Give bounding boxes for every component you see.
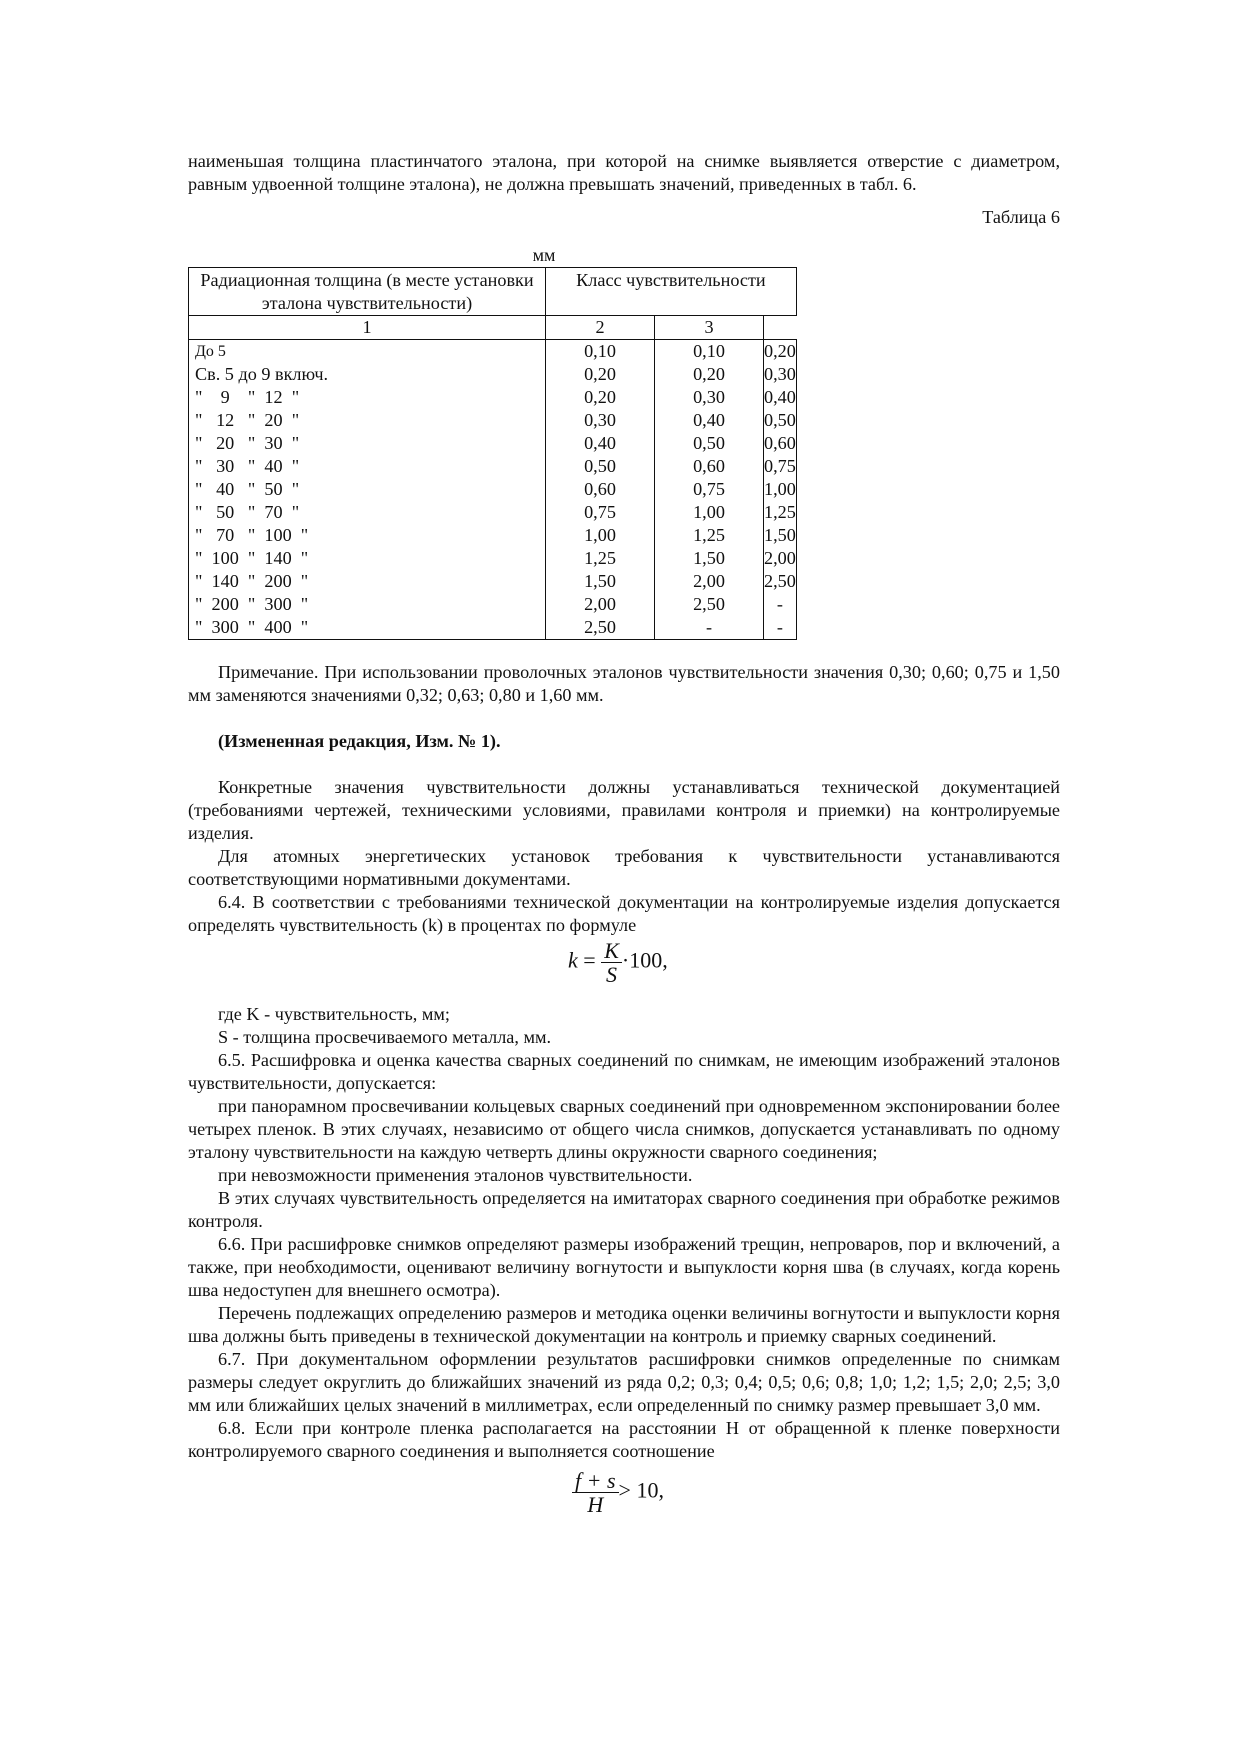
fraction-numerator: K bbox=[601, 939, 622, 963]
row-value-class-2: 2,00 bbox=[655, 570, 764, 593]
row-thickness-label: " 300 " 400 " bbox=[189, 616, 546, 640]
sensitivity-table bbox=[188, 267, 797, 640]
row-value-class-3: 0,40 bbox=[764, 387, 796, 407]
table-header-class: Класс чувствительности bbox=[546, 268, 797, 316]
row-value-class-3: 0,20 bbox=[764, 341, 796, 361]
paragraph: 6.4. В соответствии с требованиями технической документации на контролируемые изделия допускается определять чувствительность (k) в процентах по формуле bbox=[188, 892, 1060, 935]
paragraph: Конкретные значения чувствительности должны устанавливаться технической документацией (требованиями чертежей, техническими условиями, правилами контроля и приемки) на контролируемые изделия. bbox=[188, 777, 1060, 843]
table-row bbox=[189, 524, 797, 547]
row-value-class-2: 0,40 bbox=[655, 409, 764, 432]
revision-note bbox=[188, 730, 1060, 753]
body-text bbox=[188, 661, 1060, 1533]
table-row bbox=[189, 432, 797, 455]
row-thickness-label: Св. 5 до 9 включ. bbox=[189, 363, 546, 386]
row-value-class-3: 0,60 bbox=[764, 433, 796, 453]
row-value-class-1: 0,30 bbox=[546, 409, 655, 432]
table-row bbox=[189, 409, 797, 432]
table-row bbox=[189, 501, 797, 524]
table-row bbox=[189, 616, 797, 640]
row-value-class-1: 0,10 bbox=[546, 340, 655, 364]
revision-text: (Измененная редакция, Изм. № 1). bbox=[218, 731, 501, 751]
row-value-class-2: - bbox=[655, 616, 764, 640]
formula-rest: ·100, bbox=[621, 947, 668, 973]
row-value-class-3: 2,50 bbox=[764, 571, 796, 591]
table-row bbox=[189, 340, 797, 364]
row-thickness-label: " 70 " 100 " bbox=[189, 524, 546, 547]
table-column-number: 3 bbox=[655, 316, 764, 340]
table-note: Примечание. При использовании проволочных эталонов чувствительности значения 0,30; 0,60; 0,75 и 1,50 мм заменяются значениями 0,32; 0,63; 0,80 и 1,60 мм. bbox=[188, 662, 1060, 705]
paragraph: где K - чувствительность, мм; bbox=[218, 1004, 450, 1024]
fraction-denominator: H bbox=[587, 1492, 604, 1517]
row-thickness-label: " 40 " 50 " bbox=[189, 478, 546, 501]
row-thickness-label: " 9 " 12 " bbox=[189, 386, 546, 409]
row-value-class-2: 0,10 bbox=[655, 340, 764, 364]
intro-block bbox=[188, 150, 1060, 229]
formula-ratio bbox=[188, 1463, 1060, 1533]
row-value-class-2: 0,75 bbox=[655, 478, 764, 501]
table-column-number: 2 bbox=[546, 316, 655, 340]
row-thickness-label: " 140 " 200 " bbox=[189, 570, 546, 593]
paragraph: Перечень подлежащих определению размеров и методика оценки величины вогнутости и выпуклости корня шва должны быть приведены в технической документации на контроль и приемку сварных соединений. bbox=[188, 1303, 1060, 1346]
table-caption: Таблица 6 bbox=[982, 207, 1060, 227]
row-thickness-label: " 50 " 70 " bbox=[189, 501, 546, 524]
row-value-class-2: 0,50 bbox=[655, 432, 764, 455]
formula-eq: = bbox=[583, 947, 596, 973]
intro-paragraph: наименьшая толщина пластинчатого эталона, при которой на снимке выявляется отверстие с диаметром, равным удвоенной толщине эталона), не должна превышать значений, приведенных в табл. 6. bbox=[188, 151, 1060, 194]
table-row bbox=[189, 478, 797, 501]
row-value-class-3: 1,50 bbox=[764, 525, 796, 545]
fraction-denominator: S bbox=[606, 962, 618, 987]
row-value-class-1: 1,50 bbox=[546, 570, 655, 593]
row-value-class-3: 0,30 bbox=[764, 364, 796, 384]
formula-fraction bbox=[601, 939, 622, 986]
row-value-class-3: 0,50 bbox=[764, 410, 796, 430]
row-value-class-2: 1,50 bbox=[655, 547, 764, 570]
paragraph: при невозможности применения эталонов чувствительности. bbox=[218, 1165, 693, 1185]
fraction-numerator: f + s bbox=[572, 1469, 619, 1493]
formula-sensitivity bbox=[188, 937, 1060, 1003]
row-value-class-2: 1,25 bbox=[655, 524, 764, 547]
row-value-class-3: 0,75 bbox=[764, 456, 796, 476]
row-value-class-1: 2,00 bbox=[546, 593, 655, 616]
table-row bbox=[189, 386, 797, 409]
row-value-class-2: 1,00 bbox=[655, 501, 764, 524]
table-header-thickness: Радиационная толщина (в месте установки эталона чувствительности) bbox=[189, 268, 546, 316]
row-value-class-1: 1,00 bbox=[546, 524, 655, 547]
table-row bbox=[189, 570, 797, 593]
row-thickness-label: " 20 " 30 " bbox=[189, 432, 546, 455]
row-thickness-label: " 200 " 300 " bbox=[189, 593, 546, 616]
row-value-class-3: 1,25 bbox=[764, 502, 796, 522]
row-thickness-label: " 12 " 20 " bbox=[189, 409, 546, 432]
table-row bbox=[189, 363, 797, 386]
row-value-class-1: 2,50 bbox=[546, 616, 655, 640]
paragraph: 6.7. При документальном оформлении результатов расшифровки снимков определенные по снимкам размеры следует округлить до ближайших значений из ряда 0,2; 0,3; 0,4; 0,5; 0,6; 0,8; 1,0; 1,2; 1,5; 2,0; 2,5; 3,0 мм или ближайших целых значений в миллиметрах, если определенный по снимку размер превышает 3,0 мм. bbox=[188, 1349, 1060, 1415]
row-value-class-2: 0,30 bbox=[655, 386, 764, 409]
row-value-class-3: 2,00 bbox=[764, 548, 796, 568]
row-value-class-1: 0,40 bbox=[546, 432, 655, 455]
table-unit: мм bbox=[532, 245, 556, 265]
row-value-class-1: 0,20 bbox=[546, 386, 655, 409]
row-value-class-1: 0,60 bbox=[546, 478, 655, 501]
row-value-class-1: 0,50 bbox=[546, 455, 655, 478]
row-thickness-label: " 30 " 40 " bbox=[189, 455, 546, 478]
row-value-class-1: 0,20 bbox=[546, 363, 655, 386]
paragraph: 6.8. Если при контроле пленка располагается на расстоянии H от обращенной к пленке поверхности контролируемого сварного соединения и выполняется соотношение bbox=[188, 1418, 1060, 1461]
table-row bbox=[189, 547, 797, 570]
formula-fraction bbox=[572, 1469, 619, 1516]
row-value-class-3: - bbox=[764, 593, 797, 616]
paragraph: 6.6. При расшифровке снимков определяют размеры изображений трещин, непроваров, пор и включений, а также, при необходимости, оценивают величину вогнутости и выпуклости корня шва (в случаях, когда корень шва недоступен для внешнего осмотра). bbox=[188, 1234, 1060, 1300]
formula-rest: > 10, bbox=[618, 1477, 664, 1503]
row-thickness-label: " 100 " 140 " bbox=[189, 547, 546, 570]
row-value-class-1: 1,25 bbox=[546, 547, 655, 570]
row-value-class-3: 1,00 bbox=[764, 479, 796, 499]
paragraph: Для атомных энергетических установок требования к чувствительности устанавливаются соответствующими нормативными документами. bbox=[188, 846, 1060, 889]
table-row bbox=[189, 455, 797, 478]
row-value-class-2: 0,20 bbox=[655, 363, 764, 386]
row-value-class-2: 2,50 bbox=[655, 593, 764, 616]
row-value-class-2: 0,60 bbox=[655, 455, 764, 478]
paragraph: В этих случаях чувствительность определяется на имитаторах сварного соединения при обработке режимов контроля. bbox=[188, 1188, 1060, 1231]
row-value-class-1: 0,75 bbox=[546, 501, 655, 524]
table-row bbox=[189, 593, 797, 616]
paragraph: 6.5. Расшифровка и оценка качества сварных соединений по снимкам, не имеющим изображений эталонов чувствительности, допускается: bbox=[188, 1050, 1060, 1093]
row-value-class-3: - bbox=[764, 616, 797, 640]
paragraph: при панорамном просвечивании кольцевых сварных соединений при одновременном экспонировании более четырех пленок. В этих случаях, независимо от общего числа снимков, допускается устанавливать по одному эталону чувствительности на каждую четверть длины окружности сварного соединения; bbox=[188, 1096, 1060, 1162]
row-thickness-label: До 5 bbox=[189, 340, 546, 364]
table-column-number: 1 bbox=[189, 316, 546, 340]
formula-lhs: k bbox=[568, 947, 578, 973]
paragraph: S - толщина просвечиваемого металла, мм. bbox=[218, 1027, 552, 1047]
